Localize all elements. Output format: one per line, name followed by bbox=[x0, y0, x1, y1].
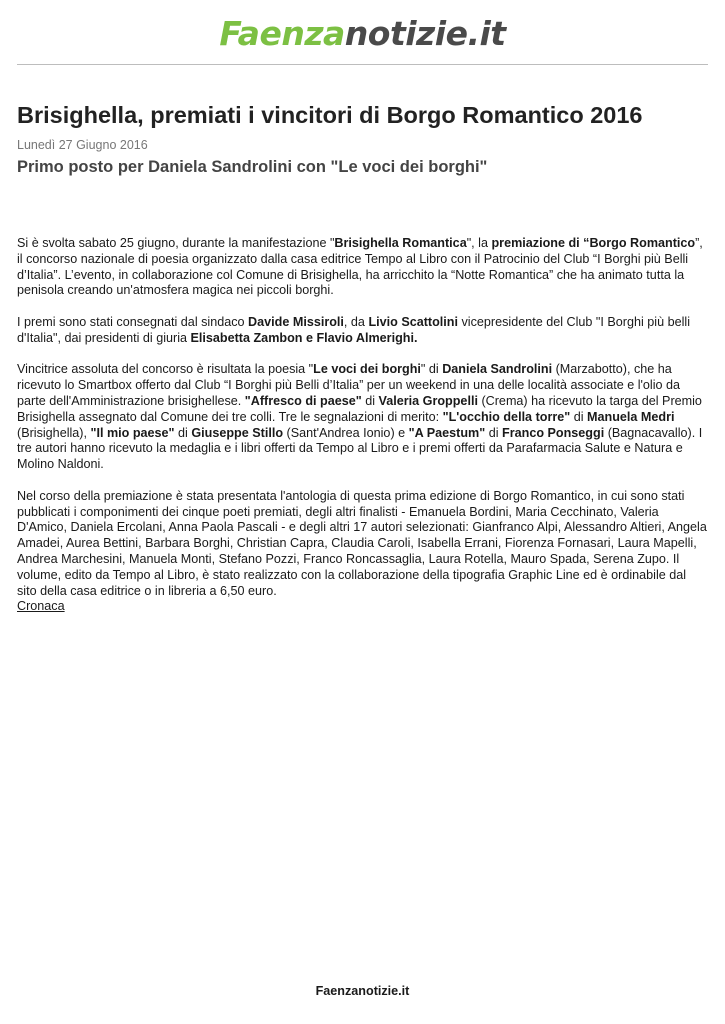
bold-text: Davide Missiroli bbox=[248, 314, 344, 329]
bold-text: Daniela Sandrolini bbox=[442, 362, 553, 377]
article-body bbox=[17, 236, 707, 615]
bold-text: Brisighella Romantica bbox=[334, 236, 467, 250]
article-paragraph bbox=[17, 315, 707, 347]
bold-text: Manuela Medri bbox=[587, 409, 675, 424]
text-run: vicepresidente del Club "I Borghi più belli d'Italia", dai presidenti di giuria bbox=[17, 314, 691, 345]
text-run: Si è svolta sabato 25 giugno, durante la manifestazione " bbox=[17, 236, 335, 250]
text-run: ", la bbox=[466, 236, 492, 250]
text-run: (Marzabotto), che ha ricevuto lo Smartbox offerto dal Club “I Borghi più Belli d’Italia” per un weekend in una delle località associate e l'olio da parte dell'Amministrazione brisighellese. bbox=[17, 362, 681, 408]
text-run: I premi sono stati consegnati dal sindaco bbox=[17, 314, 249, 329]
text-run: di bbox=[570, 409, 588, 424]
text-run: Nel corso della premiazione è stata presentata l'antologia di questa prima edizione di Borgo Romantico, in cui sono stati pubblicati i componimenti dei cinque poeti premiati, degli altri finalisti - Emanuela Bordini, Maria Cecchinato, Valeria D'Amico, Daniela Ercolani, Anna Paola Pascali - e degli altri 17 autori selezionati: Gianfranco Alpi, Alessandro Altieri, Angela Amadei, Aurea Bettini, Barbara Borghi, Christian Capra, Claudia Caroli, Isabella Errani, Fiorenza Fornasari, Laura Mapelli, Andrea Marchesini, Manuela Monti, Stefano Pozzi, Franco Roncassaglia, Laura Rotella, Mauro Spada, Serena Zupo. Il volume, edito da Tempo al Libro, è stato realizzato con la collaborazione della tipografia Graphic Line ed è ordinabile dal sito della casa editrice o in libreria a 6,50 euro. bbox=[17, 488, 707, 598]
article-date: Lunedì 27 Giugno 2016 bbox=[17, 138, 148, 152]
bold-text: Giuseppe Stillo bbox=[191, 425, 284, 440]
bold-text: Franco Ponseggi bbox=[502, 425, 605, 440]
logo-part-faenza: Faenza bbox=[219, 14, 345, 53]
text-run: (Crema) ha ricevuto la targa del Premio Brisighella assegnato dal Comune dei tre colli. Tre le segnalazioni di merito: bbox=[17, 393, 702, 424]
bold-text: "Affresco di paese" bbox=[244, 393, 362, 408]
text-run: (Brisighella), bbox=[17, 425, 91, 440]
bold-text: "Il mio paese" bbox=[90, 425, 175, 440]
text-run: (Bagnacavallo). I tre autori hanno ricevuto la medaglia e i libri offerti da Tempo al Libro e i premi offerti da Parafarmacia Salute e Natura e Molino Naldoni. bbox=[17, 425, 703, 472]
text-run: (Sant'Andrea Ionio) e bbox=[283, 425, 409, 440]
site-header bbox=[17, 0, 708, 65]
text-run: ”, il concorso nazionale di poesia organizzato dalla casa editrice Tempo al Libro con il Patrocinio del Club “I Borghi più Belli d’Italia”. L’evento, in collaborazione col Comune di Brisighella, ha arricchito la “Notte Romantica” che ha animato tutta la penisola creando un'atmosfera magica nei piccoli borghi. bbox=[17, 236, 703, 298]
bold-text: "L'occhio della torre" bbox=[442, 409, 571, 424]
article-paragraph bbox=[17, 236, 707, 299]
article-paragraph bbox=[17, 362, 707, 473]
text-run: di bbox=[485, 425, 503, 440]
bold-text: Valeria Groppelli bbox=[378, 393, 478, 408]
site-footer: Faenzanotizie.it bbox=[315, 984, 410, 998]
article-title: Brisighella, premiati i vincitori di Borgo Romantico 2016 bbox=[17, 102, 643, 128]
bold-text: premiazione di “Borgo Romantico bbox=[491, 236, 696, 250]
bold-text: Livio Scattolini bbox=[368, 314, 459, 329]
text-run: di bbox=[174, 425, 192, 440]
text-run: di bbox=[361, 393, 379, 408]
text-run: Vincitrice assoluta del concorso è risultata la poesia " bbox=[17, 362, 314, 377]
site-logo[interactable] bbox=[17, 14, 708, 54]
article-subtitle: Primo posto per Daniela Sandrolini con "Le voci dei borghi" bbox=[17, 158, 488, 176]
bold-text: Le voci dei borghi bbox=[313, 362, 421, 377]
article-paragraph bbox=[17, 489, 707, 600]
bold-text: Elisabetta Zambon e Flavio Almerighi. bbox=[190, 330, 418, 345]
logo-part-notizie: notizie.it bbox=[344, 14, 506, 53]
category-link[interactable]: Cronaca bbox=[17, 599, 65, 614]
bold-text: "A Paestum" bbox=[408, 425, 486, 440]
text-run: , da bbox=[343, 314, 369, 329]
text-run: " di bbox=[420, 362, 443, 377]
